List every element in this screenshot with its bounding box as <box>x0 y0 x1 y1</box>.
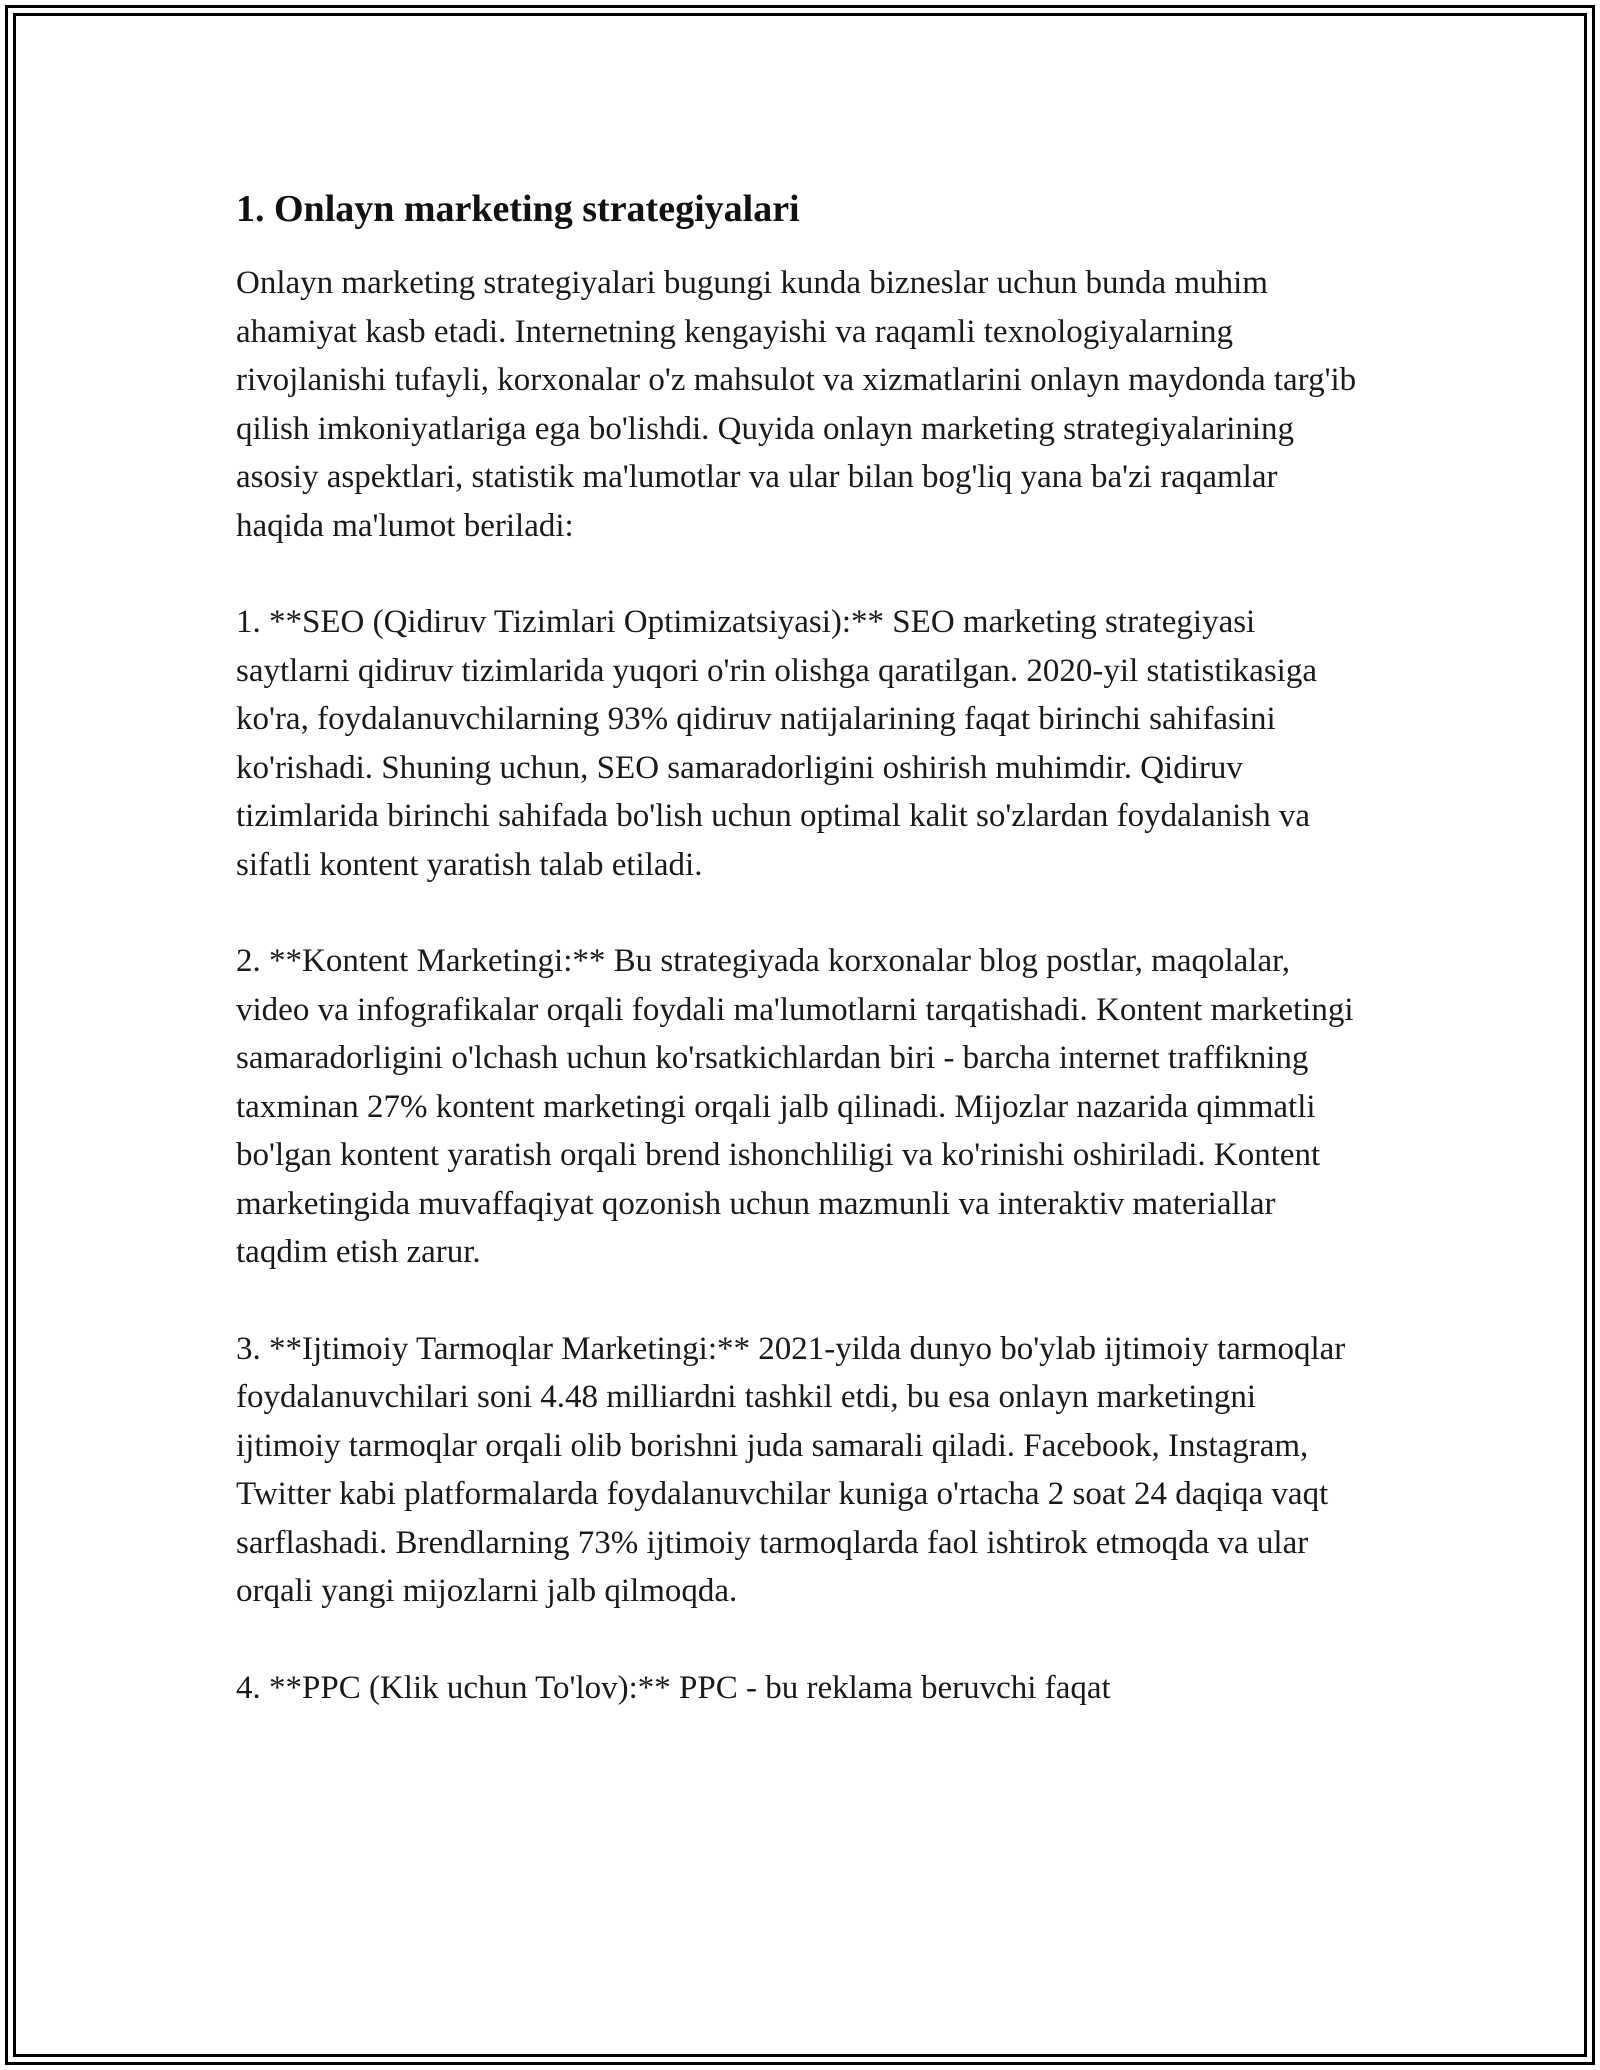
seo-paragraph: 1. **SEO (Qidiruv Tizimlari Optimizatsiyasi):** SEO marketing strategiyasi saytlarni qidiruv tizimlarida yuqori o'rin olishga qaratilgan. 2020-yil statistikasiga ko'ra, foydalanuvchilarning 93% qidiruv natijalarining faqat birinchi sahifasini ko'rishadi. Shuning uchun, SEO samaradorligini oshirish muhimdir. Qidiruv tizimlarida birinchi sahifada bo'lish uchun optimal kalit so'zlardan foydalanish va sifatli kontent yaratish talab etiladi. <box>236 604 1317 883</box>
content-marketing-paragraph: 2. **Kontent Marketingi:** Bu strategiyada korxonalar blog postlar, maqolalar, video va infografikalar orqali foydali ma'lumotlarni tarqatishadi. Kontent marketingi samaradorligini o'lchash uchun ko'rsatkichlardan biri - barcha internet traffikning taxminan 27% kontent marketingi orqali jalb qilinadi. Mijozlar nazarida qimmatli bo'lgan kontent yaratish orqali brend ishonchliligi va ko'rinishi oshiriladi. Kontent marketingida muvaffaqiyat qozonish uchun mazmunli va interaktiv materiallar taqdim etish zarur. <box>236 943 1354 1270</box>
document-body <box>236 185 1360 1760</box>
ppc-paragraph: 4. **PPC (Klik uchun To'lov):** PPC - bu reklama beruvchi faqat <box>236 1669 1111 1706</box>
social-media-paragraph: 3. **Ijtimoiy Tarmoqlar Marketingi:** 2021-yilda dunyo bo'ylab ijtimoiy tarmoqlar foydalanuvchilari soni 4.48 milliardni tashkil etdi, bu esa onlayn marketingni ijtimoiy tarmoqlar orqali olib borishni juda samarali qiladi. Facebook, Instagram, Twitter kabi platformalarda foydalanuvchilar kuniga o'rtacha 2 soat 24 daqiqa vaqt sarflashadi. Brendlarning 73% ijtimoiy tarmoqlarda faol ishtirok etmoqda va ular orqali yangi mijozlarni jalb qilmoqda. <box>236 1330 1346 1609</box>
intro-paragraph: Onlayn marketing strategiyalari bugungi kunda bizneslar uchun bunda muhim ahamiyat kasb etadi. Internetning kengayishi va raqamli texnologiyalarning rivojlanishi tufayli, korxonalar o'z mahsulot va xizmatlarini onlayn maydonda targ'ib qilish imkoniyatlariga ega bo'lishdi. Quyida onlayn marketing strategiyalarining asosiy aspektlari, statistik ma'lumotlar va ular bilan bog'liq yana ba'zi raqamlar haqida ma'lumot beriladi: <box>236 265 1357 544</box>
section-heading: 1. Onlayn marketing strategiyalari <box>236 188 800 230</box>
